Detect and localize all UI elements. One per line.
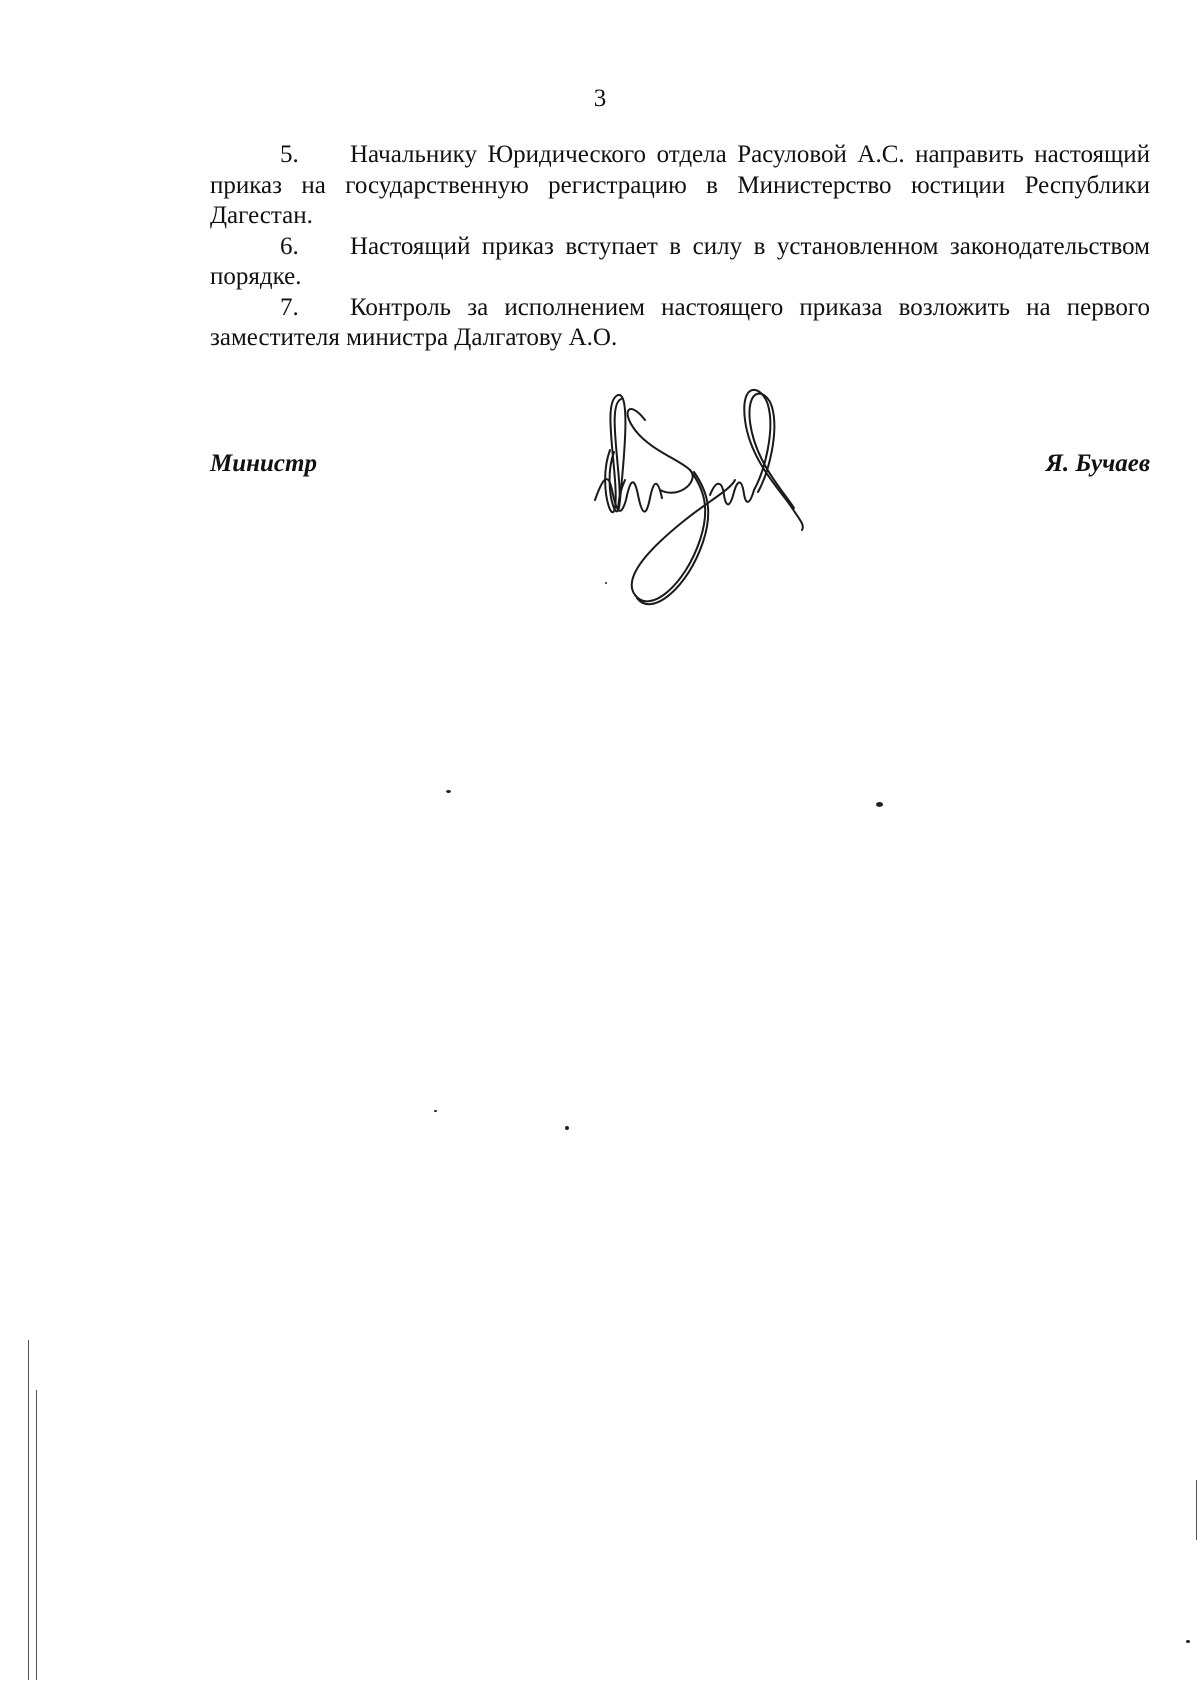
scan-edge-line — [1196, 1480, 1197, 1540]
handwritten-signature — [590, 380, 870, 640]
signatory-name: Я. Бучаев — [1045, 450, 1150, 477]
scan-speck — [434, 1110, 437, 1112]
scan-speck — [1186, 1640, 1190, 1643]
page-number: 3 — [593, 85, 607, 112]
scan-speck — [446, 790, 451, 793]
paragraph-number: 7. — [280, 293, 299, 321]
scan-edge-line — [28, 1340, 29, 1680]
document-body — [210, 140, 1150, 354]
paragraph-number: 6. — [280, 232, 299, 260]
paragraph-text: Настоящий приказ вступает в силу в установленном законодательством порядке. — [210, 232, 1150, 290]
paragraph-6 — [210, 232, 1150, 293]
paragraph-7 — [210, 293, 1150, 354]
scan-speck — [565, 1126, 569, 1130]
scan-speck — [876, 802, 883, 807]
scan-edge-line — [36, 1390, 37, 1680]
paragraph-text: Контроль за исполнением настоящего приказа возложить на первого заместителя министра Далгатову А.О. — [210, 293, 1150, 351]
paragraph-text: Начальнику Юридического отдела Расуловой А.С. направить настоящий приказ на государственную регистрацию в Министерство юстиции Республики Дагестан. — [210, 141, 1150, 229]
paragraph-number: 5. — [280, 141, 299, 168]
position-title: Министр — [210, 450, 317, 477]
scan-speck — [605, 582, 607, 584]
paragraph-5 — [210, 140, 1150, 232]
